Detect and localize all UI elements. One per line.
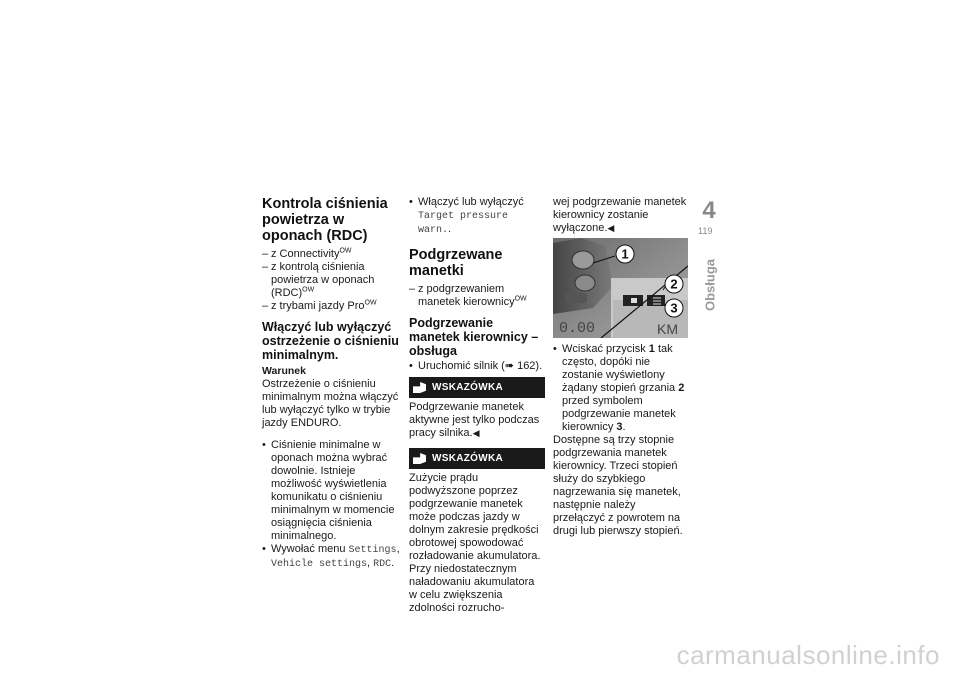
instruction-list bbox=[262, 439, 402, 571]
list-item: • Włączyć lub wyłączyć Target pressure warn.. bbox=[409, 196, 545, 237]
column-heated-grips-continued bbox=[553, 196, 688, 538]
requirement-item: – z trybami jazdy Pro$^{OW}$ bbox=[262, 300, 402, 313]
list-item: • Wciskać przycisk 1 tak często, dopóki nie zostanie wyświetlony żądany stopień grzania 2 przed symbolem podgrzewanie manetek kierownicy 3. bbox=[553, 343, 688, 434]
end-mark-icon: ◀ bbox=[472, 428, 480, 438]
menu-path-rdc: RDC bbox=[373, 559, 392, 570]
callout-label-3: 3 bbox=[670, 300, 678, 316]
callout-label-1: 1 bbox=[621, 246, 629, 262]
note-box bbox=[409, 448, 545, 469]
note-title: WSKAZÓWKA bbox=[432, 382, 504, 393]
column-heated-grips bbox=[409, 196, 545, 615]
handlebar-photo bbox=[553, 238, 688, 338]
end-mark-icon: ◀ bbox=[607, 223, 615, 233]
pointing-hand-icon bbox=[413, 453, 426, 464]
list-item: • Uruchomić silnik (➠ 162). bbox=[409, 360, 545, 373]
page-number: 119 bbox=[698, 226, 713, 236]
section-side-label: Obsługa bbox=[702, 258, 718, 312]
condition-label: Warunek bbox=[262, 365, 306, 377]
watermark: carmanualsonline.info bbox=[676, 640, 940, 670]
note-box bbox=[409, 377, 545, 398]
requirement-item: – z Connectivity$^{OW}$ bbox=[262, 248, 402, 261]
menu-path-vehicle: Vehicle settings bbox=[271, 559, 368, 570]
callout-label-2: 2 bbox=[670, 276, 678, 292]
requirements-list bbox=[262, 248, 402, 313]
section-title-heated-grips: Podgrzewane manetki bbox=[409, 247, 503, 279]
note-text: Podgrzewanie manetek aktywne jest tylko podczas pracy silnika.◀ bbox=[409, 401, 540, 439]
handlebar-controls-figure bbox=[553, 238, 688, 338]
requirement-item: – z podgrzewaniem manetek kierownicy$^{OW}$ bbox=[409, 283, 545, 309]
list-item: • Ciśnienie minimalne w oponach można wybrać dowolnie. Istnieje możliwość wyświetlenia komunikatu o ciśnieniu minimalnym w momencie osiągnięcia ciśnienia minimalnego. bbox=[262, 439, 402, 543]
display-unit: KM bbox=[657, 321, 678, 337]
note-title: WSKAZÓWKA bbox=[432, 453, 504, 464]
chapter-number: 4 bbox=[702, 197, 716, 224]
requirement-item: – z kontrolą ciśnienia powietrza w oponach (RDC)$^{OW}$ bbox=[262, 261, 402, 300]
column-rdc bbox=[262, 196, 402, 571]
list-item: • Wywołać menu Settings, Vehicle settings, RDC. bbox=[262, 543, 402, 571]
condition-text: Ostrzeżenie o ciśnieniu minimalnym można włączyć lub wyłączyć tylko w trybie jazdy ENDURO. bbox=[262, 378, 399, 429]
pointing-hand-icon bbox=[413, 382, 426, 393]
section-title-rdc: Kontrola ciśnienia powietrza w oponach (RDC) bbox=[262, 196, 388, 244]
menu-path-settings: Settings bbox=[348, 545, 397, 556]
continuation-text: wej podgrzewanie manetek kierownicy zostanie wyłączone.◀ bbox=[553, 196, 687, 234]
note-text: Zużycie prądu podwyższone poprzez podgrzewanie manetek może podczas jazdy w dolnym zakresie prędkości obrotowej spowodować rozładowanie akumulatora. Przy niedostatecznym naładowaniu akumulatora w celu zwiększenia zdolności rozrucho- bbox=[409, 472, 541, 614]
display-odometer: 0.00 bbox=[559, 320, 596, 337]
arrow-right-icon: ➠ bbox=[504, 360, 515, 372]
paragraph-heating-levels: Dostępne są trzy stopnie podgrzewania manetek kierownicy. Trzeci stopień służy do szybkiego nagrzewania się manetek, następnie należy przełączyć z powrotem na drugi lub pierwszy stopień. bbox=[553, 434, 683, 537]
subsection-title-heated-grips-operation: Podgrzewanie manetek kierownicy – obsługa bbox=[409, 316, 539, 358]
subsection-title-warning: Włączyć lub wyłączyć ostrzeżenie o ciśnieniu minimalnym. bbox=[262, 320, 399, 362]
menu-path-target-pressure: Target pressure warn. bbox=[418, 211, 509, 236]
